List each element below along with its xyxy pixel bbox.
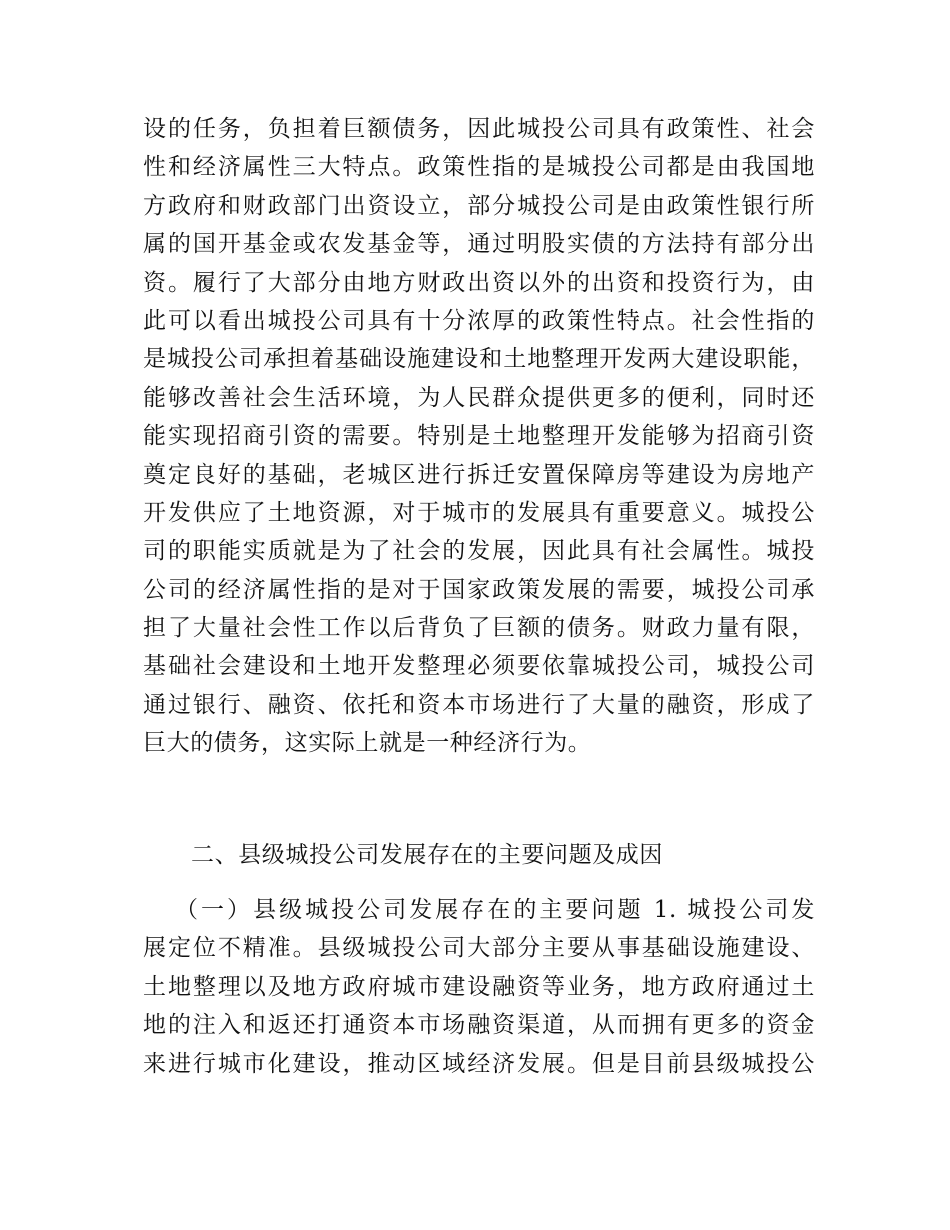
text-line: 方政府和财政部门出资设立，部分城投公司是由政策性银行所 — [143, 192, 815, 219]
text-line: 来进行城市化建设，推动区域经济发展。但是目前县级城投公 — [143, 1050, 815, 1077]
text-line: 能够改善社会生活环境，为人民群众提供更多的便利，同时还 — [143, 384, 815, 411]
text-line: 能实现招商引资的需要。特别是土地整理开发能够为招商引资 — [143, 423, 815, 450]
body-paragraph-1 — [143, 110, 815, 763]
text-line: 性和经济属性三大特点。政策性指的是城投公司都是由我国地 — [143, 154, 815, 181]
section-heading-text: 二、县级城投公司发展存在的主要问题及成因 — [191, 842, 663, 868]
text-line: 土地整理以及地方政府城市建设融资等业务，地方政府通过土 — [143, 973, 815, 1000]
body-paragraph-2 — [143, 891, 815, 1083]
text-line: 公司的经济属性指的是对于国家政策发展的需要，城投公司承 — [143, 576, 815, 603]
text-line: 此可以看出城投公司具有十分浓厚的政策性特点。社会性指的 — [143, 307, 815, 334]
text-line: 巨大的债务，这实际上就是一种经济行为。 — [143, 730, 592, 757]
text-line: 担了大量社会性工作以后背负了巨额的债务。财政力量有限， — [143, 615, 815, 642]
section-heading — [191, 836, 811, 874]
text-line: 是城投公司承担着基础设施建设和土地整理开发两大建设职能， — [143, 346, 815, 373]
text-line: （一）县级城投公司发展存在的主要问题 1. 城投公司发 — [175, 897, 815, 923]
text-line: 奠定良好的基础，老城区进行拆迁安置保障房等建设为房地产 — [143, 461, 815, 488]
text-line: 通过银行、融资、依托和资本市场进行了大量的融资，形成了 — [143, 691, 815, 718]
text-line: 开发供应了土地资源，对于城市的发展具有重要意义。城投公 — [143, 499, 815, 526]
text-line: 属的国开基金或农发基金等，通过明股实债的方法持有部分出 — [143, 231, 815, 258]
text-line: 设的任务，负担着巨额债务，因此城投公司具有政策性、社会 — [143, 116, 815, 142]
text-line: 司的职能实质就是为了社会的发展，因此具有社会属性。城投 — [143, 538, 815, 565]
text-line: 地的注入和返还打通资本市场融资渠道，从而拥有更多的资金 — [143, 1012, 815, 1039]
text-line: 展定位不精准。县级城投公司大部分主要从事基础设施建设、 — [143, 935, 815, 962]
text-line: 基础社会建设和土地开发整理必须要依靠城投公司，城投公司 — [143, 653, 815, 680]
text-line: 资。履行了大部分由地方财政出资以外的出资和投资行为，由 — [143, 269, 815, 296]
